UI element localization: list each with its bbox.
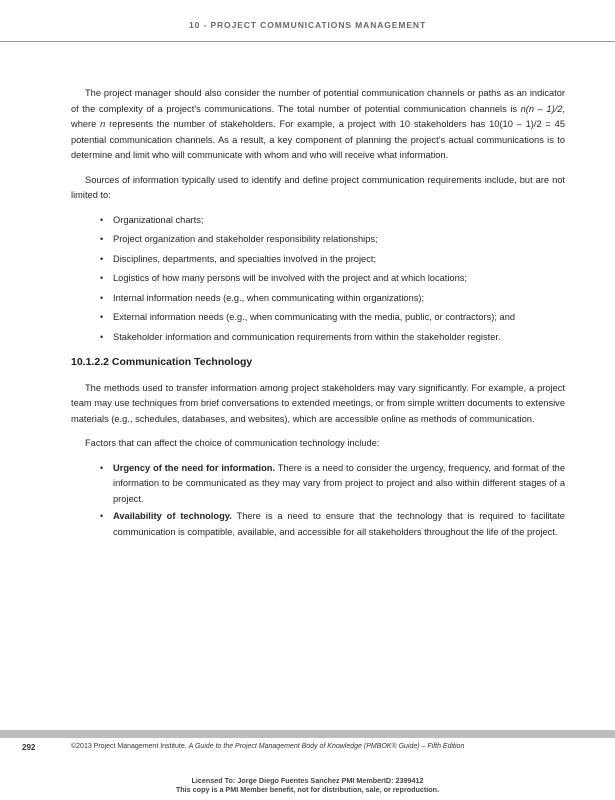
paragraph-communication-channels — [71, 86, 565, 164]
list-item — [100, 310, 565, 326]
list-item — [100, 213, 565, 229]
channel-formula: n(n – 1)/2 — [520, 103, 563, 114]
list-item — [100, 461, 565, 508]
para1-text-before: The project manager should also consider the number of potential communication channels or paths as an indicator of the complexity of a project’s communications. The total number of potential communication channels is — [71, 88, 565, 114]
list-item — [100, 509, 565, 540]
license-holder-line: Licensed To: Jorge Diego Fuentes Sanchez PMI MemberID: 2399412 — [191, 776, 424, 785]
running-header — [0, 0, 615, 42]
bullet-icon: • — [100, 234, 104, 244]
para1-text-middle: , where — [71, 103, 566, 129]
footer-divider-band — [0, 730, 615, 738]
list-item-text: Internal information needs (e.g., when communicating within organizations); — [113, 292, 425, 303]
factor-description: There is a need to ensure that the technology that is required to facilitate communication is compatible, available, and accessible for all stakeholders throughout the life of the project. — [113, 511, 565, 537]
book-title: A Guide to the Project Management Body of Knowledge (PMBOK® Guide) – Fifth Edition — [188, 743, 465, 750]
factor-term: Availability of technology. — [113, 511, 232, 521]
bullet-icon: • — [100, 511, 104, 521]
list-item — [100, 291, 565, 307]
chapter-header-title: 10 - PROJECT COMMUNICATIONS MANAGEMENT — [188, 20, 427, 30]
copyright-prefix: ©2013 Project Management Institute. — [71, 743, 189, 750]
list-item — [100, 252, 565, 268]
bullet-icon: • — [100, 312, 104, 322]
para1-text-after: represents the number of stakeholders. For example, a project with 10 stakeholders has 10(10 – 1)/2 = 45 potential communication channels. As a result, a key component of planning the project’s actual communications is to determine and limit who will communicate with whom and who will receive what information. — [71, 119, 565, 160]
list-item-text: Stakeholder information and communication requirements from within the stakeholder register. — [113, 331, 501, 342]
paragraph-transfer-methods: The methods used to transfer information among project stakeholders may vary significantly. For example, a project team may use techniques from brief conversations to extended meetings, or from simple written documents to extensive materials (e.g., schedules, databases, and websites), which are accessible online as methods of communication. — [71, 382, 565, 424]
page-content — [71, 86, 565, 548]
paragraph-information-sources: Sources of information typically used to identify and define project communication requirements include, but are not limited to: — [71, 174, 565, 200]
paragraph-factors-intro: Factors that can affect the choice of communication technology include: — [85, 438, 380, 448]
list-item — [100, 271, 565, 287]
stakeholder-variable: n — [100, 119, 106, 129]
bullet-icon: • — [100, 331, 104, 342]
list-item — [100, 330, 565, 346]
information-sources-list — [71, 213, 565, 346]
list-item-text: Project organization and stakeholder responsibility relationships; — [113, 234, 378, 244]
list-item-text: Disciplines, departments, and specialties involved in the project; — [113, 253, 377, 264]
license-notice — [0, 777, 615, 794]
list-item — [100, 232, 565, 248]
bullet-icon: • — [100, 273, 104, 283]
list-item-text: Logistics of how many persons will be involved with the project and at which locations; — [113, 273, 467, 283]
license-terms-line: This copy is a PMI Member benefit, not for distribution, sale, or reproduction. — [175, 784, 440, 794]
technology-factors-list — [71, 461, 565, 541]
list-item-text: Organizational charts; — [113, 214, 204, 225]
factor-term: Urgency of the need for information. — [113, 462, 276, 473]
list-item-text: External information needs (e.g., when communicating with the media, public, or contractors); and — [113, 312, 516, 322]
page-number: 292 — [22, 743, 36, 752]
bullet-icon: • — [100, 253, 104, 264]
factor-description: There is a need to consider the urgency, frequency, and format of the information to be communicated as they may vary from project to project and also within different stages of a project. — [113, 462, 565, 504]
bullet-icon: • — [100, 214, 104, 225]
copyright-line — [71, 743, 464, 750]
bullet-icon: • — [100, 462, 104, 473]
bullet-icon: • — [100, 292, 104, 303]
section-heading: 10.1.2.2 Communication Technology — [71, 356, 253, 368]
